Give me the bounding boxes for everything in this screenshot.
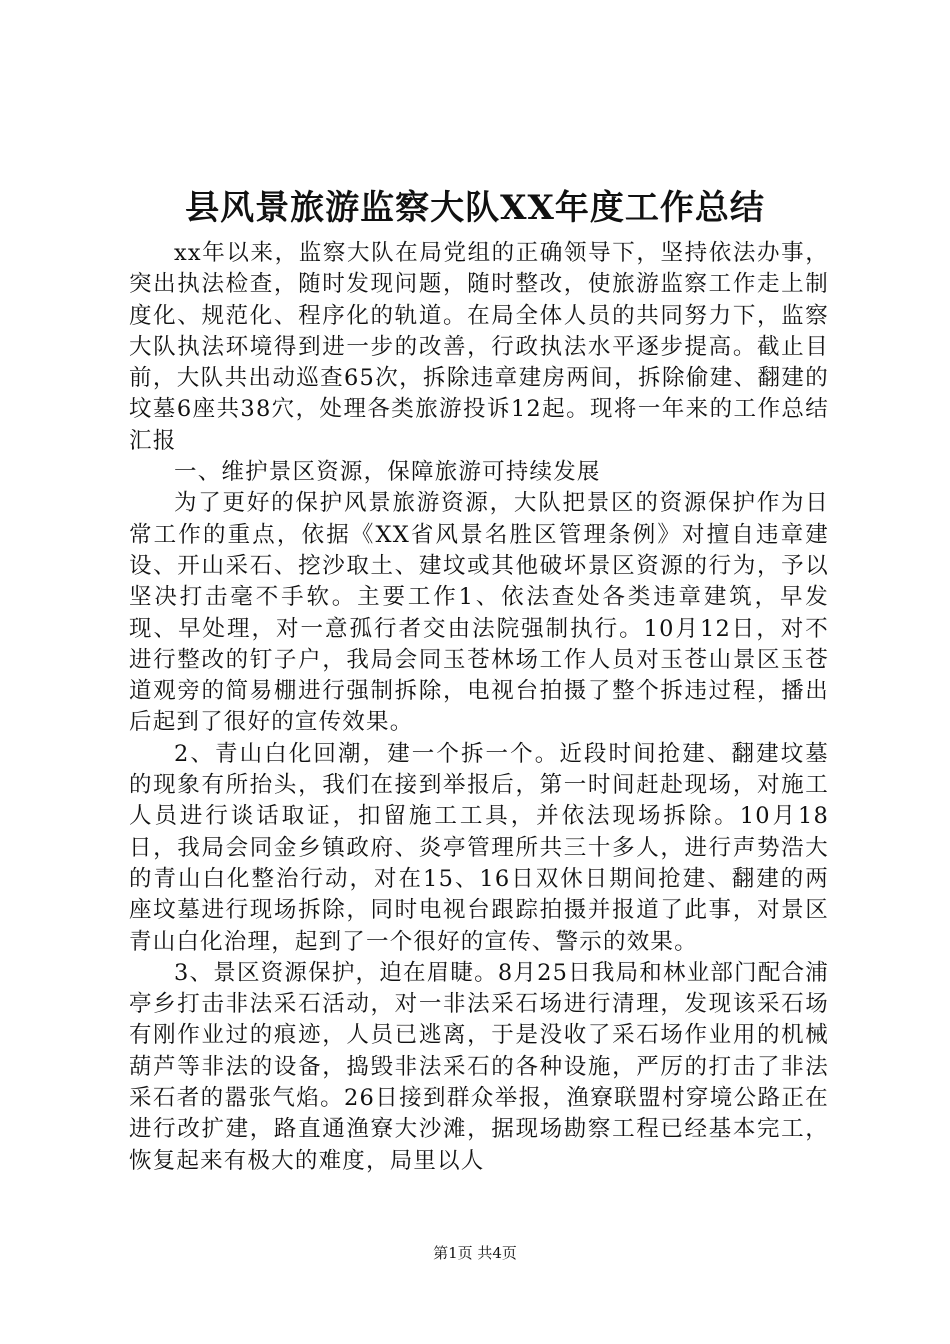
paragraph-green-mountain: 2、青山白化回潮，建一个拆一个。近段时间抢建、翻建坟墓的现象有所抬头，我们在接到举报后，第一时间赶赴现场，对施工人员进行谈话取证，扣留施工工具，并依法现场拆除。10月18日，我局会同金乡镇政府、炎亭管理所共三十多人，进行声势浩大的青山白化整治行动，对在15、16日双休日期间抢建、翻建的两座坟墓进行现场拆除，同时电视台跟踪拍摄并报道了此事，对景区青山白化治理，起到了一个很好的宣传、警示的效果。 bbox=[129, 740, 829, 955]
document-body bbox=[129, 238, 829, 1177]
section-heading-1: 一、维护景区资源，保障旅游可持续发展 bbox=[174, 459, 601, 486]
paragraph-quarry: 3、景区资源保护，迫在眉睫。8月25日我局和林业部门配合浦亭乡打击非法采石活动，对一非法采石场进行清理，发现该采石场有刚作业过的痕迹，人员已逃离，于是没收了采石场作业用的机械葫芦等非法的设备，捣毁非法采石的各种设施，严厉的打击了非法采石者的嚣张气焰。26日接到群众举报，渔寮联盟村穿境公路正在进行改扩建，路直通渔寮大沙滩，据现场勘察工程已经基本完工，恢复起来有极大的难度，局里以人 bbox=[129, 959, 829, 1174]
document-title: 县风景旅游监察大队XX年度工作总结 bbox=[185, 188, 765, 228]
page-number-footer: 第1页 共4页 bbox=[433, 1244, 517, 1262]
paragraph-intro: xx年以来，监察大队在局党组的正确领导下，坚持依法办事，突出执法检查，随时发现问题，随时整改，使旅游监察工作走上制度化、规范化、程序化的轨道。在局全体人员的共同努力下，监察大队执法环境得到进一步的改善，行政执法水平逐步提高。截止目前，大队共出动巡查65次，拆除违章建房两间，拆除偷建、翻建的坟墓6座共38穴，处理各类旅游投诉12起。现将一年来的工作总结汇报 bbox=[129, 240, 829, 454]
paragraph-resource-protection: 为了更好的保护风景旅游资源，大队把景区的资源保护作为日常工作的重点，依据《XX省风景名胜区管理条例》对擅自违章建设、开山采石、挖沙取土、建坟或其他破坏景区资源的行为，予以坚决打击毫不手软。主要工作1、依法查处各类违章建筑，早发现、早处理，对一意孤行者交由法院强制执行。10月12日，对不进行整改的钉子户，我局会同玉苍林场工作人员对玉苍山景区玉苍道观旁的简易棚进行强制拆除，电视台拍摄了整个拆违过程，播出后起到了很好的宣传效果。 bbox=[129, 490, 829, 736]
